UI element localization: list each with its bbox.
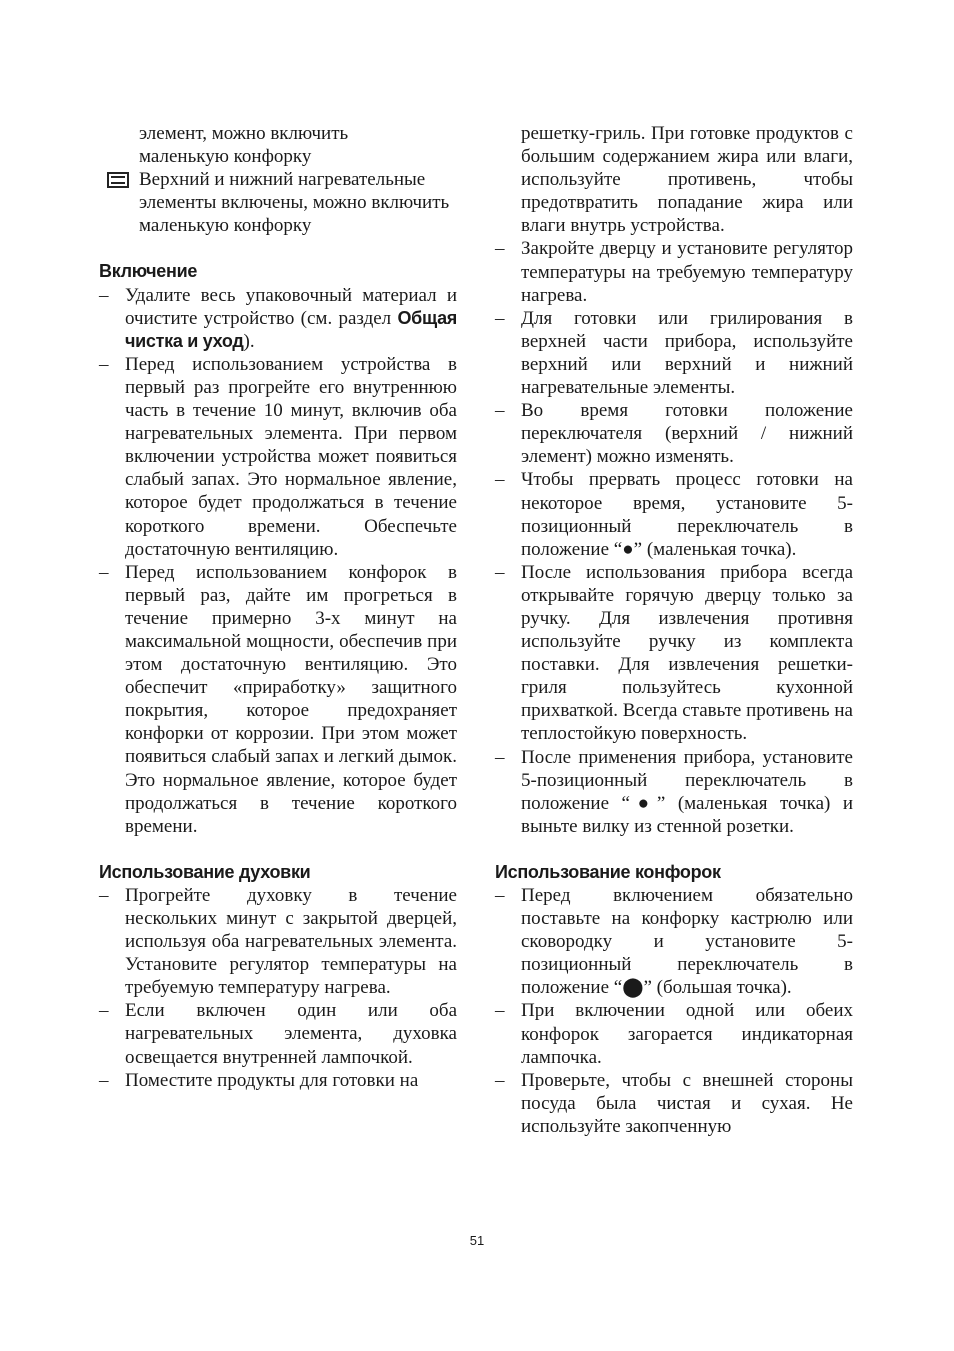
- bullet-dash: –: [495, 746, 505, 768]
- item-text: Прогрейте духовку в течение нескольких минут с закрытой дверцей, используя оба нагревательных элемента. Установите регулятор температуры на требуемую температуру нагрева.: [125, 884, 457, 999]
- section-2-list: [99, 884, 457, 1092]
- item-text-end: ).: [243, 330, 255, 352]
- item-text: Удалите весь упаковочный материал и очистите устройство (см. раздел: [125, 284, 457, 329]
- bullet-dash: –: [99, 561, 109, 583]
- item-text: Закройте дверцу и установите регулятор температуры на требуемую температуру нагрева.: [521, 238, 853, 306]
- bullet-dash: –: [495, 307, 505, 329]
- bullet-dash: –: [495, 400, 505, 422]
- bullet-dash: –: [99, 884, 109, 906]
- list-item: [495, 884, 853, 999]
- section-title-oven-use: Использование духовки: [99, 861, 311, 882]
- oven-list-continued: [495, 122, 853, 838]
- intro-item-text: Верхний и нижний нагревательные элементы включены, можно включить маленькую конфорку: [139, 169, 450, 237]
- bullet-dash: –: [99, 353, 109, 375]
- list-item: [495, 468, 853, 560]
- item-text: Для готовки или грилирования в верхней части прибора, используйте верхний или верхний и нижний нагревательные элементы.: [521, 307, 853, 399]
- left-column: [99, 122, 457, 1092]
- item-text: Поместите продукты для готовки на: [125, 1069, 419, 1091]
- item-text: Перед включением обязательно поставьте на конфорку кастрюлю или сковородку и установите 5-позиционный переключатель в положение “⬤” (большая точка).: [521, 885, 853, 999]
- item-text: Перед использованием устройства в первый раз прогрейте его внутреннюю часть в течение 10 минут, включив оба нагревательных элемента. При первом включении устройства может появиться слабый запах. Это нормальное явление, которое будет продолжаться в течение короткого времени. Обеспечьте достаточную вентиляцию.: [125, 353, 457, 560]
- bullet-dash: –: [495, 1000, 505, 1022]
- item-text: После использования прибора всегда открывайте горячую дверцу только за ручку. Для извлечения противня используйте ручку из комплекта поставки. Для извлечения решетки-гриля пользуйтесь кухонной прихваткой. Всегда ставьте противень на теплостойкую поверхность.: [521, 561, 853, 745]
- list-item: [99, 353, 457, 561]
- bullet-dash: –: [99, 284, 109, 306]
- section-title-burners-use: Использование конфорок: [495, 861, 721, 882]
- bullet-dash: –: [99, 1000, 109, 1022]
- item-text: Во время готовки положение переключателя (верхний / нижний элемент) можно изменять.: [521, 400, 853, 468]
- list-item: [495, 1069, 853, 1138]
- list-item: [99, 1069, 457, 1092]
- section-reference: Общая чистка и уход: [125, 307, 457, 351]
- list-item: [495, 746, 853, 838]
- intro-line-2: маленькую конфорку: [139, 146, 312, 168]
- list-item-continuation: [495, 122, 853, 237]
- item-text: При включении одной или обеих конфорок загорается индикаторная лампочка.: [521, 1000, 853, 1068]
- item-text: Проверьте, чтобы с внешней стороны посуда была чистая и сухая. Не используйте закопченную: [521, 1069, 853, 1137]
- bullet-dash: –: [495, 561, 505, 583]
- item-text: Чтобы прервать процесс готовки на некоторое время, установите 5-позиционный переключатель в положение “●” (маленькая точка).: [521, 469, 853, 560]
- list-item: [99, 561, 457, 838]
- list-item: [495, 999, 853, 1068]
- bullet-dash: –: [495, 469, 505, 491]
- upper-lower-heater-icon: [107, 172, 129, 188]
- section-title-vklyuchenie: Включение: [99, 261, 198, 282]
- item-text: После применения прибора, установите 5-позиционный переключатель в положение “●” (маленькая точка) и выньте вилку из стенной розетки.: [521, 746, 853, 837]
- item-text: решетку-гриль. При готовке продуктов с большим содержанием жира или влаги, используйте противень, чтобы предотвратить попадание жира или влаги внутрь устройства.: [521, 123, 853, 237]
- section-1-list: [99, 284, 457, 838]
- bullet-dash: –: [495, 885, 505, 906]
- intro-block: [99, 122, 457, 237]
- list-item: [99, 999, 457, 1068]
- page-number: 51: [469, 1233, 485, 1248]
- list-item: [495, 237, 853, 306]
- list-item: [495, 561, 853, 746]
- list-item: [99, 284, 457, 353]
- item-text: Перед использованием конфорок в первый раз, дайте им прогреться в течение примерно 3-х минут на максимальной мощности, обеспечив при этом достаточную вентиляцию. Это обеспечит «приработку» защитного покрытия, которое предохраняет конфорки от коррозии. При этом может появиться слабый запах и легкий дымок. Это нормальное явление, которое будет продолжаться в течение короткого времени.: [125, 561, 457, 837]
- intro-line-1: элемент, можно включить: [139, 123, 349, 144]
- right-column: [495, 122, 853, 1138]
- list-item: [495, 399, 853, 468]
- section-3-list: [495, 884, 853, 1138]
- bullet-dash: –: [495, 238, 505, 260]
- list-item: [495, 307, 853, 399]
- bullet-dash: –: [99, 1069, 109, 1091]
- bullet-dash: –: [495, 1069, 505, 1091]
- list-item: [99, 884, 457, 999]
- item-text: Если включен один или оба нагревательных элемента, духовка освещается внутренней лампочкой.: [125, 1000, 457, 1068]
